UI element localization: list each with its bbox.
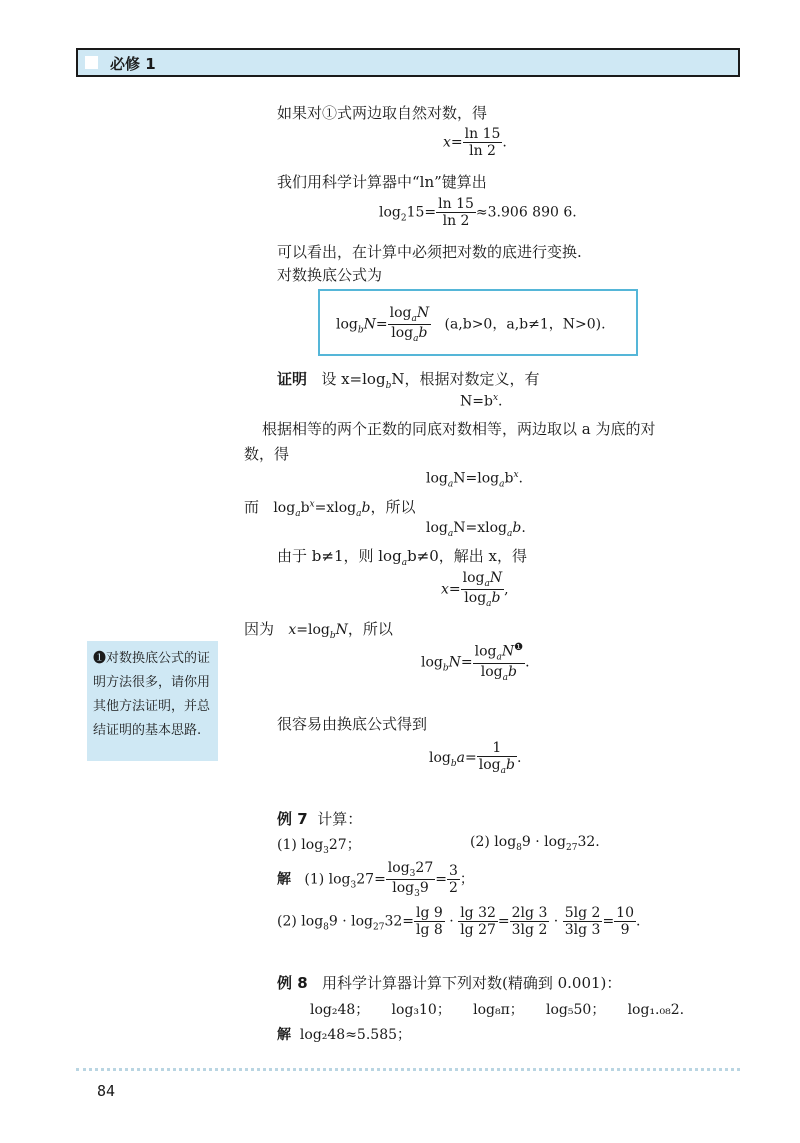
text-line: 我们用科学计算器中“ln”键算出 xyxy=(277,173,487,191)
frac-num: log xyxy=(389,305,412,321)
formula-text: N=log xyxy=(453,470,500,487)
solution-8 xyxy=(277,1024,411,1044)
frac-num: 2lg 3 xyxy=(511,905,548,921)
formula-x-ln: x= $\frac{\ln 15}{\ln 2}$ . xyxy=(443,126,507,160)
text-because: 因为 xyxy=(244,620,275,638)
note-marker: ❶ xyxy=(93,651,107,666)
example-8-items: log₂48； log₃10； log₈π； log₅50； log₁.₀₈2. xyxy=(310,1002,685,1018)
change-of-base-formula-box xyxy=(318,289,638,356)
text-er: 而 xyxy=(244,498,260,516)
frac-num: 1 xyxy=(477,740,517,757)
solution-label: 解 xyxy=(277,871,291,888)
formula-loga-n-xlog: $\log_aN=xlog_ab$. xyxy=(426,520,526,539)
frac-num: ln 15 xyxy=(438,196,474,212)
q-text: 9 · log xyxy=(521,834,567,850)
solution-label: 解 xyxy=(277,1027,291,1043)
formula-x-solution: x= $\frac{\log_aN}{\log_ab}$ , xyxy=(441,570,509,609)
example-8-heading xyxy=(277,972,621,993)
frac-den: 9 xyxy=(620,922,630,939)
text-since-2: b≠0，解出 x，得 xyxy=(407,547,528,565)
text-line: 很容易由换底公式得到 xyxy=(277,715,428,733)
formula-logb-n: $\log_bN=$ $\frac{\log_aN^❶}{\log_ab}$ . xyxy=(421,642,530,683)
example-label: 例 8 xyxy=(277,974,308,992)
sol-text: log₂48≈5.585； xyxy=(299,1027,412,1043)
text-line: 数，得 xyxy=(244,445,290,463)
header-bar xyxy=(76,48,740,77)
frac-num: 10 xyxy=(616,905,634,921)
example-7-q1: (1) $\log_327$； xyxy=(277,837,361,856)
text-line: 由于 b≠1，则 $\log_ab\ne 0$，解出 x，得 xyxy=(277,547,528,568)
proof-line: 证明 设 $x=\log_bN$，根据对数定义，有 xyxy=(277,370,540,391)
q-text: (1) log xyxy=(277,837,324,853)
frac-den: 3lg 2 xyxy=(511,922,548,939)
frac-num: 5lg 2 xyxy=(564,905,601,921)
text-line: 如果对①式两边取自然对数，得 xyxy=(277,104,488,122)
proof-text-2: N，根据对数定义，有 xyxy=(391,370,540,388)
text-line: 根据相等的两个正数的同底对数相等，两边取以 a 为底的对 xyxy=(262,420,656,438)
frac-den: 2 xyxy=(448,880,458,897)
formula-text: N=xlog xyxy=(453,520,507,536)
q-text: 32. xyxy=(577,834,600,850)
example-text: 计算： xyxy=(317,810,363,828)
change-of-base-formula: $\log_bN=$ $\frac{\log_aN}{\log_ab}$ (a,b>0，a,b≠1，N>0). xyxy=(336,305,606,344)
text-line: 可以看出，在计算中必须把对数的底进行变换. xyxy=(277,243,582,261)
frac-den: log xyxy=(391,325,414,342)
frac-den: lg 8 xyxy=(416,922,443,939)
proof-label: 证明 xyxy=(277,370,308,388)
example-label: 例 7 xyxy=(277,810,308,828)
solution-2: (2) $\log_89 \cdot \log_{27}32=$ $\frac{\lg 9}{\lg 8}$ · $\frac{\lg 32}{\lg 27}$ = $\frac{2\lg 3}{3\lg 2}$ · $\frac{5\lg 2}{3\lg 3}$ = $\frac{10}{9}$ . xyxy=(277,905,641,939)
text-line: 对数换底公式为 xyxy=(277,266,383,284)
example-7-q2: (2) $\log_89 \cdot \log_{27}32$. xyxy=(470,834,600,853)
text-suoyi: ，所以 xyxy=(370,498,416,516)
formula-n-bx: $N=b^x$. xyxy=(460,393,503,410)
frac-den: ln 2 xyxy=(469,143,496,160)
text-line: 因为 $x=\log_bN$，所以 xyxy=(244,620,393,641)
page-number: 84 xyxy=(97,1082,116,1100)
frac-num: lg 32 xyxy=(460,905,496,921)
frac-num: ln 15 xyxy=(464,126,501,142)
text-line: 而 $\log_ab^x=xlog_ab$，所以 xyxy=(244,498,416,519)
solution-1: 解 (1) $\log_327=$ $\frac{\log_327}{\log_39}$ = $\frac{3}{2}$ ； xyxy=(277,860,474,899)
formula-loga-n: $\log_aN=\log_ab^x$. xyxy=(426,470,523,490)
formula-log2-15: $\log_215=$ $\frac{\ln 15}{\ln 2}$ ≈3.906 890 6. xyxy=(379,196,577,230)
formula-text: b xyxy=(504,470,514,487)
sol-text: (1) log xyxy=(304,871,351,888)
proof-text: 设 x=log xyxy=(321,370,386,388)
formula-condition: (a,b>0，a,b≠1，N>0). xyxy=(444,316,606,333)
formula-text: N=b xyxy=(460,393,493,410)
log-value: ≈3.906 890 6. xyxy=(475,204,577,221)
sol-text: 27= xyxy=(356,871,386,888)
frac-num: 3 xyxy=(448,863,458,880)
note-text: 对数换底公式的证明方法很多，请你用其他方法证明，并总结证明的基本思路. xyxy=(93,651,211,738)
formula-text: =xlog xyxy=(314,500,357,516)
q-text: (2) log xyxy=(470,834,517,850)
text-since: 由于 b≠1，则 log xyxy=(277,547,402,565)
formula-logb-a: $\log_ba=$ $\frac{1}{\log_ab}$ . xyxy=(429,740,522,776)
header-square-icon xyxy=(85,56,98,69)
frac-num: lg 9 xyxy=(416,905,443,921)
side-note xyxy=(87,641,218,761)
formula-text: b xyxy=(300,500,310,516)
frac-den: ln 2 xyxy=(442,213,470,230)
frac-den: lg 27 xyxy=(460,922,496,939)
frac-den: 3lg 3 xyxy=(564,922,601,939)
footer-dotted-divider xyxy=(76,1068,740,1071)
header-title: 必修 1 xyxy=(110,55,156,73)
example-text: 用科学计算器计算下列对数(精确到 0.001)： xyxy=(321,974,622,992)
example-7-heading xyxy=(277,808,362,829)
q-text: 27； xyxy=(328,837,361,853)
